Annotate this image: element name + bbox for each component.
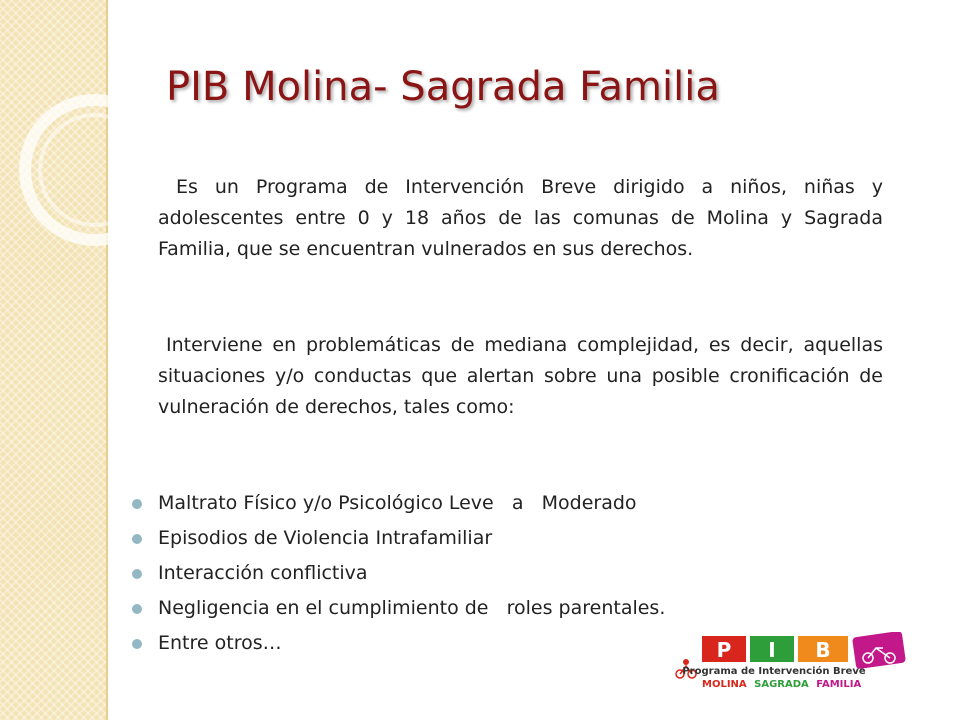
bullet-icon <box>132 569 142 579</box>
intro-paragraph: Es un Programa de Intervención Breve dirigido a niños, niñas y adolescentes entre 0 y 18 años de las comunas de Molina y Sagrada Familia, que se encuentran vulnerados en sus derechos. <box>158 176 883 260</box>
logo-word-sagrada: SAGRADA <box>754 679 809 690</box>
logo-letter-i: I <box>768 638 776 662</box>
bullet-icon <box>132 639 142 649</box>
list-item: Interacción conflictiva <box>130 556 665 591</box>
bullet-icon <box>132 499 142 509</box>
logo-word-molina: MOLINA <box>702 679 747 690</box>
list-item: Negligencia en el cumplimiento de roles parentales. <box>130 591 665 626</box>
bullet-icon <box>132 604 142 614</box>
list-item: Entre otros… <box>130 626 665 661</box>
slide-title: PIB Molina- Sagrada Familia <box>166 64 720 110</box>
list-item: Maltrato Físico y/o Psicológico Leve a Moderado <box>130 486 665 521</box>
pib-logo <box>668 632 930 690</box>
problem-list <box>130 486 665 661</box>
list-item: Episodios de Violencia Intrafamiliar <box>130 521 665 556</box>
logo-location <box>702 679 861 690</box>
intervention-paragraph: Interviene en problemáticas de mediana complejidad, es decir, aquellas situaciones y/o conductas que alertan sobre una posible cronificación de vulneración de derechos, tales como: <box>158 334 883 418</box>
logo-subtitle: Programa de Intervención Breve <box>682 666 866 677</box>
bullet-icon <box>132 534 142 544</box>
logo-word-familia: FAMILIA <box>816 679 862 690</box>
logo-letter-b: B <box>815 638 831 662</box>
logo-letter-p: P <box>716 638 732 662</box>
